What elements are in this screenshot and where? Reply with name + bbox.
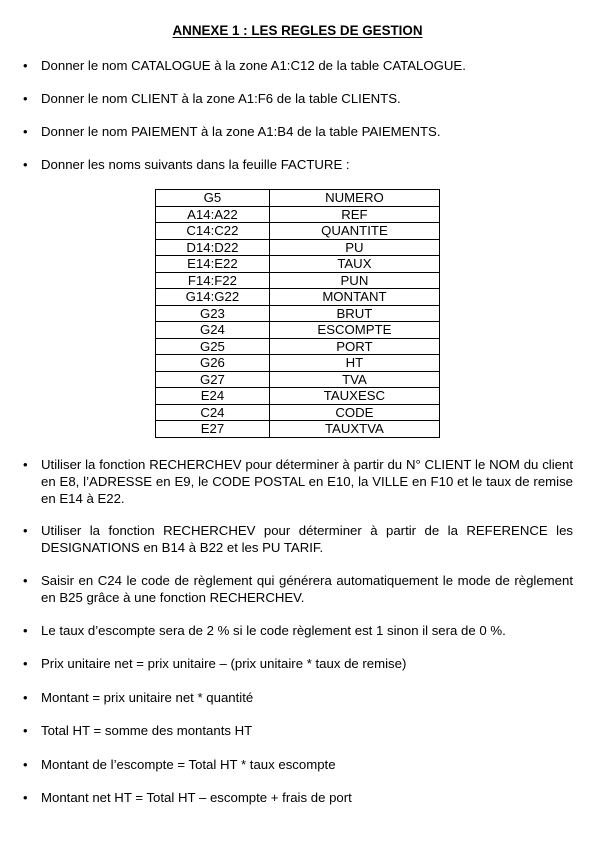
name-cell: BRUT bbox=[269, 305, 439, 322]
table-row bbox=[156, 239, 440, 256]
bullet-icon: • bbox=[23, 91, 28, 106]
list-item bbox=[23, 689, 573, 706]
name-cell: TAUXTVA bbox=[269, 421, 439, 438]
bullet-icon: • bbox=[23, 457, 28, 472]
range-cell: E14:E22 bbox=[156, 256, 270, 273]
table-row bbox=[156, 371, 440, 388]
name-cell: CODE bbox=[269, 404, 439, 421]
table-row bbox=[156, 223, 440, 240]
list-item bbox=[23, 655, 573, 672]
table-row bbox=[156, 190, 440, 207]
list-item bbox=[23, 123, 573, 140]
range-cell: G24 bbox=[156, 322, 270, 339]
name-cell: TAUX bbox=[269, 256, 439, 273]
range-cell: A14:A22 bbox=[156, 206, 270, 223]
table-row bbox=[156, 289, 440, 306]
page-title: ANNEXE 1 : LES REGLES DE GESTION bbox=[172, 23, 423, 38]
name-cell: PU bbox=[269, 239, 439, 256]
bullet-icon: • bbox=[23, 58, 28, 73]
name-cell: PUN bbox=[269, 272, 439, 289]
bullet-text: Prix unitaire net = prix unitaire – (prix unitaire * taux de remise) bbox=[41, 656, 407, 671]
bullet-text: Saisir en C24 le code de règlement qui générera automatiquement le mode de règlement en B25 grâce à une fonction RECHERCHEV. bbox=[41, 573, 573, 605]
name-cell: TAUXESC bbox=[269, 388, 439, 405]
range-cell: F14:F22 bbox=[156, 272, 270, 289]
name-cell: REF bbox=[269, 206, 439, 223]
name-cell: HT bbox=[269, 355, 439, 372]
list-item bbox=[23, 57, 573, 74]
table-row bbox=[156, 272, 440, 289]
name-cell: TVA bbox=[269, 371, 439, 388]
list-item bbox=[23, 722, 573, 739]
range-cell: G25 bbox=[156, 338, 270, 355]
range-cell: G14:G22 bbox=[156, 289, 270, 306]
list-item bbox=[23, 756, 573, 773]
table-row bbox=[156, 206, 440, 223]
table-row bbox=[156, 256, 440, 273]
list-item bbox=[23, 789, 573, 806]
bullet-text: Le taux d’escompte sera de 2 % si le code règlement est 1 sinon il sera de 0 %. bbox=[41, 623, 506, 638]
table-row bbox=[156, 421, 440, 438]
bullet-icon: • bbox=[23, 757, 28, 772]
name-cell: ESCOMPTE bbox=[269, 322, 439, 339]
list-item bbox=[23, 156, 573, 173]
name-cell: QUANTITE bbox=[269, 223, 439, 240]
bullet-text: Donner les noms suivants dans la feuille FACTURE : bbox=[41, 157, 350, 172]
bullet-icon: • bbox=[23, 124, 28, 139]
list-item bbox=[23, 522, 573, 556]
bullet-text: Donner le nom CATALOGUE à la zone A1:C12 de la table CATALOGUE. bbox=[41, 58, 466, 73]
name-cell: PORT bbox=[269, 338, 439, 355]
table-row bbox=[156, 355, 440, 372]
bullet-text: Montant de l’escompte = Total HT * taux escompte bbox=[41, 757, 336, 772]
list-item bbox=[23, 456, 573, 507]
bullet-text: Total HT = somme des montants HT bbox=[41, 723, 253, 738]
range-cell: C24 bbox=[156, 404, 270, 421]
list-item bbox=[23, 622, 573, 639]
table-row bbox=[156, 338, 440, 355]
range-cell: C14:C22 bbox=[156, 223, 270, 240]
bullet-icon: • bbox=[23, 656, 28, 671]
range-cell: D14:D22 bbox=[156, 239, 270, 256]
name-cell: MONTANT bbox=[269, 289, 439, 306]
table-row bbox=[156, 388, 440, 405]
range-cell: G23 bbox=[156, 305, 270, 322]
range-cell: E24 bbox=[156, 388, 270, 405]
range-cell: E27 bbox=[156, 421, 270, 438]
list-item bbox=[23, 90, 573, 107]
bullet-text: Donner le nom PAIEMENT à la zone A1:B4 de la table PAIEMENTS. bbox=[41, 124, 441, 139]
list-item bbox=[23, 572, 573, 606]
bullet-icon: • bbox=[23, 523, 28, 538]
range-cell: G5 bbox=[156, 190, 270, 207]
bullet-icon: • bbox=[23, 573, 28, 588]
bullet-icon: • bbox=[23, 157, 28, 172]
bullet-text: Montant = prix unitaire net * quantité bbox=[41, 690, 254, 705]
names-table bbox=[155, 189, 440, 438]
bullet-icon: • bbox=[23, 623, 28, 638]
bullet-text: Montant net HT = Total HT – escompte + frais de port bbox=[41, 790, 352, 805]
bullet-icon: • bbox=[23, 790, 28, 805]
bullet-icon: • bbox=[23, 690, 28, 705]
table-row bbox=[156, 322, 440, 339]
name-cell: NUMERO bbox=[269, 190, 439, 207]
range-cell: G27 bbox=[156, 371, 270, 388]
bullet-text: Donner le nom CLIENT à la zone A1:F6 de la table CLIENTS. bbox=[41, 91, 401, 106]
table-row bbox=[156, 305, 440, 322]
range-cell: G26 bbox=[156, 355, 270, 372]
table-row bbox=[156, 404, 440, 421]
bullet-icon: • bbox=[23, 723, 28, 738]
bullet-text: Utiliser la fonction RECHERCHEV pour déterminer à partir de la REFERENCE les DESIGNATIONS en B14 à B22 et les PU TARIF. bbox=[41, 523, 573, 555]
bullet-text: Utiliser la fonction RECHERCHEV pour déterminer à partir du N° CLIENT le NOM du client en E8, l’ADRESSE en E9, le CODE POSTAL en E10, la VILLE en F10 et le taux de remise en E14 à E22. bbox=[41, 457, 573, 506]
